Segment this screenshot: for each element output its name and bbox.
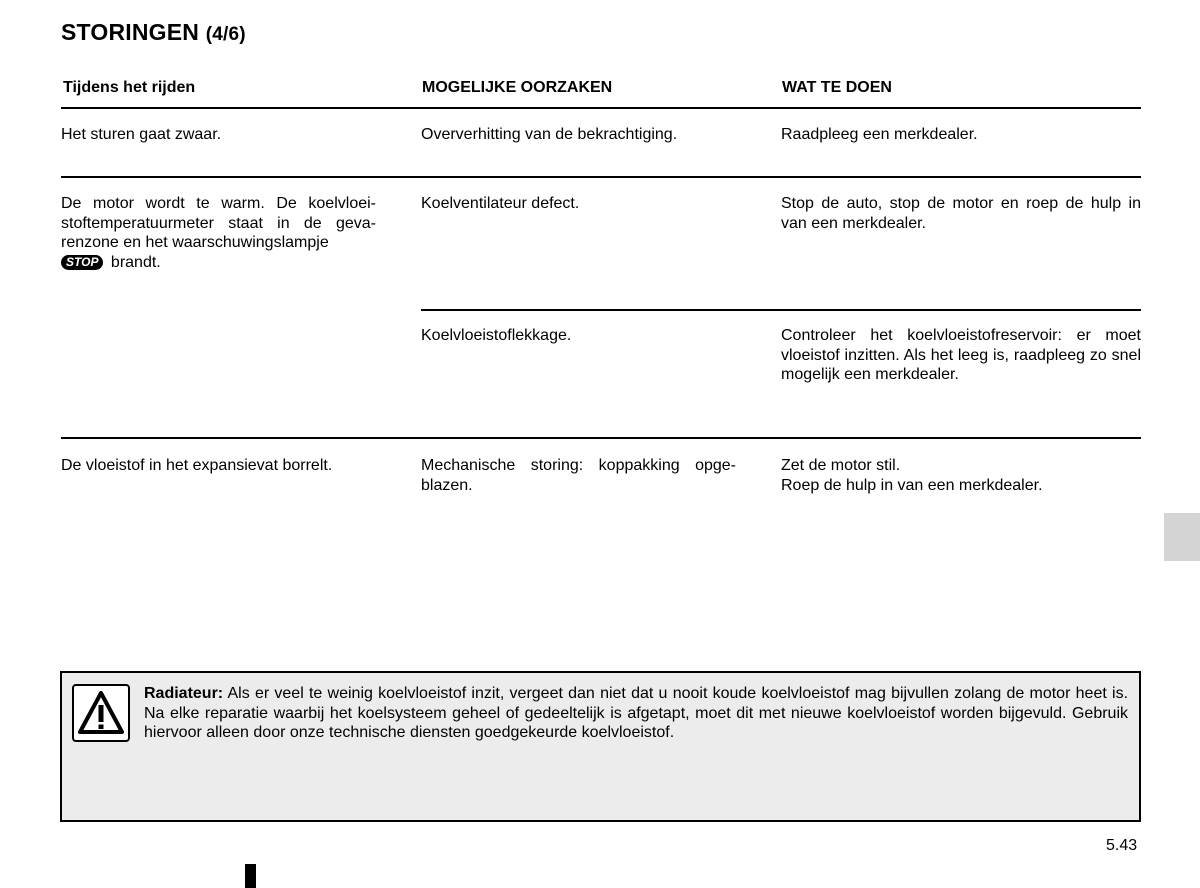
page-title-suffix: (4/6) <box>205 24 246 45</box>
page-title <box>61 19 246 46</box>
row2-symptom <box>61 194 376 272</box>
warning-box <box>60 671 1141 822</box>
row3-cause: Mechanische storing: koppakking opge-blazen. <box>421 457 736 494</box>
row2-cause-a: Koelventilateur defect. <box>421 195 580 212</box>
row2-divider <box>61 437 1141 439</box>
row1-divider <box>61 176 1141 178</box>
header-actions: WAT TE DOEN <box>782 79 892 96</box>
row3-action-line2: Roep de hulp in van een merkdealer. <box>781 476 1043 494</box>
row2-symptom-text: De motor wordt te warm. De koelvloei-stoftemperatuurmeter staat in de geva-renzone en het waarschuwingslampje <box>61 195 376 251</box>
header-causes: MOGELIJKE OORZAKEN <box>422 79 613 96</box>
warning-triangle-icon <box>72 684 130 742</box>
warning-text <box>144 684 1128 743</box>
warning-label: Radiateur: <box>144 685 224 702</box>
row3-action-line1: Zet de motor stil. <box>781 457 901 474</box>
row3-symptom: De vloeistof in het expansievat borrelt. <box>61 457 333 474</box>
row3-action <box>781 456 1141 495</box>
crop-mark <box>245 864 256 888</box>
page-title-text: STORINGEN <box>61 19 200 45</box>
row1-cause: Oververhitting van de bekrachtiging. <box>421 126 678 143</box>
row2-action-a: Stop de auto, stop de motor en roep de hulp in van een merkdealer. <box>781 195 1141 232</box>
row2-sub-divider <box>421 309 1141 311</box>
row2-cause-b: Koelvloeistoflekkage. <box>421 327 572 344</box>
header-divider <box>61 107 1141 109</box>
chapter-side-tab <box>1164 513 1200 561</box>
stop-warning-icon: STOP <box>61 255 103 270</box>
row2-action-b: Controleer het koelvloeistofreservoir: er moet vloeistof inzitten. Als het leeg is, raadpleeg zo snel mogelijk een merkdealer. <box>781 327 1141 383</box>
page-number: 5.43 <box>1106 837 1138 854</box>
row1-symptom: Het sturen gaat zwaar. <box>61 126 222 143</box>
warning-body: Als er veel te weinig koelvloeistof inzit, vergeet dan niet dat u nooit koude koelvloeistof mag bijvullen zolang de motor heet is. Na elke reparatie waarbij het koelsysteem geheel of gedeeltelijk is afgetapt, moet dit met nieuwe koelvloeistof worden bijgevuld. Gebruik hiervoor alleen door onze technische diensten goedgekeurde koelvloeistof. <box>144 685 1129 741</box>
row1-action: Raadpleeg een merkdealer. <box>781 126 978 143</box>
header-symptom: Tijdens het rijden <box>63 79 196 96</box>
row2-symptom-end: brandt. <box>110 253 161 271</box>
